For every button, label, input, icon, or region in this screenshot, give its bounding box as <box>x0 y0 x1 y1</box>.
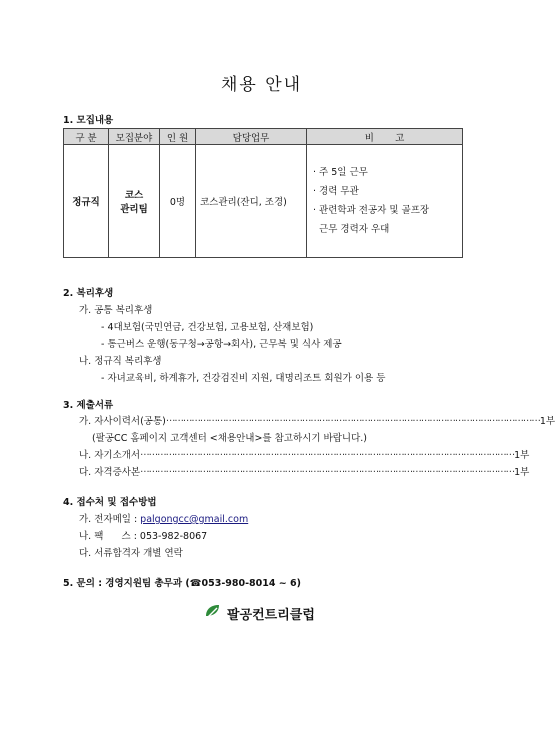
remark-line: 근무 경력자 우대 <box>313 224 390 235</box>
leaf-logo-icon <box>204 603 221 624</box>
welfare-common: 가. 공통 복리후생 <box>79 305 153 316</box>
leader-dots: …………………………………………………………………………………………………………………… <box>140 447 515 458</box>
remark-line: · 관련학과 전공자 및 골프장 <box>313 205 430 216</box>
cell-remarks <box>307 145 463 258</box>
apply-email-label: 가. 전자메일 : <box>79 514 141 525</box>
apply-email <box>79 511 248 525</box>
email-link[interactable]: palgongcc@gmail.com <box>140 514 249 525</box>
document-certificate-count: 1부 <box>514 467 530 478</box>
leader-dots: …………………………………………………………………………………………………………………… <box>140 464 515 475</box>
section-welfare-heading: 2. 복리후생 <box>63 288 114 299</box>
header-category: 구 분 <box>64 129 109 145</box>
cell-field-line1: 코스 <box>124 190 144 201</box>
document-resume-note: (팔공CC 홈페이지 고객센터 <채용안내>를 참고하시기 바랍니다.) <box>92 433 367 444</box>
section-apply-heading: 4. 접수처 및 접수방법 <box>63 497 157 508</box>
cell-field <box>109 145 160 258</box>
apply-contact: 다. 서류합격자 개별 연락 <box>79 548 183 559</box>
remark-line: · 경력 무관 <box>313 186 359 197</box>
table-header-row <box>64 129 463 145</box>
section-documents-heading: 3. 제출서류 <box>63 400 114 411</box>
welfare-regular-item: - 자녀교육비, 하계휴가, 건강검진비 지원, 대명리조트 회원가 이용 등 <box>101 373 386 384</box>
section-inquiry: 5. 문의 : 경영지원팀 총무과 (☎053-980-8014 ~ 6) <box>63 578 302 589</box>
welfare-common-item: - 4대보험(국민연금, 건강보험, 고용보험, 산재보험) <box>101 322 314 333</box>
document-cover-letter-count: 1부 <box>514 450 530 461</box>
apply-fax: 나. 팩 스 : 053-982-8067 <box>79 531 208 542</box>
logo-text: 팔공컨트리클럽 <box>227 608 315 623</box>
document-certificate-label: 다. 자격증사본 <box>79 467 141 478</box>
section-recruitment-heading: 1. 모집내용 <box>63 115 114 126</box>
document-resume <box>79 413 555 427</box>
company-logo <box>204 603 315 624</box>
header-count: 인 원 <box>160 129 196 145</box>
document-cover-letter-label: 나. 자기소개서 <box>79 450 141 461</box>
recruitment-table <box>63 128 463 258</box>
welfare-regular: 나. 정규직 복리후생 <box>79 356 162 367</box>
document-resume-count: 1부 <box>539 416 555 427</box>
cell-category: 정규직 <box>64 145 109 258</box>
cell-field-line2: 관리팀 <box>120 204 148 215</box>
header-duty: 담당업무 <box>196 129 307 145</box>
page-title: 채용 안내 <box>220 75 303 95</box>
remark-line: · 주 5일 근무 <box>313 167 368 178</box>
document-certificate <box>79 464 530 478</box>
document-resume-label: 가. 자사이력서(공통) <box>79 416 166 427</box>
header-field: 모집분야 <box>109 129 160 145</box>
header-remarks: 비 고 <box>307 129 463 145</box>
welfare-common-item: - 통근버스 운행(동구청→공항→회사), 근무복 및 식사 제공 <box>101 339 342 350</box>
table-row <box>64 145 463 258</box>
document-cover-letter <box>79 447 530 461</box>
leader-dots: …………………………………………………………………………………………………………………… <box>165 413 540 424</box>
cell-count: 0명 <box>160 145 196 258</box>
cell-duty: 코스관리(잔디, 조경) <box>196 145 307 258</box>
